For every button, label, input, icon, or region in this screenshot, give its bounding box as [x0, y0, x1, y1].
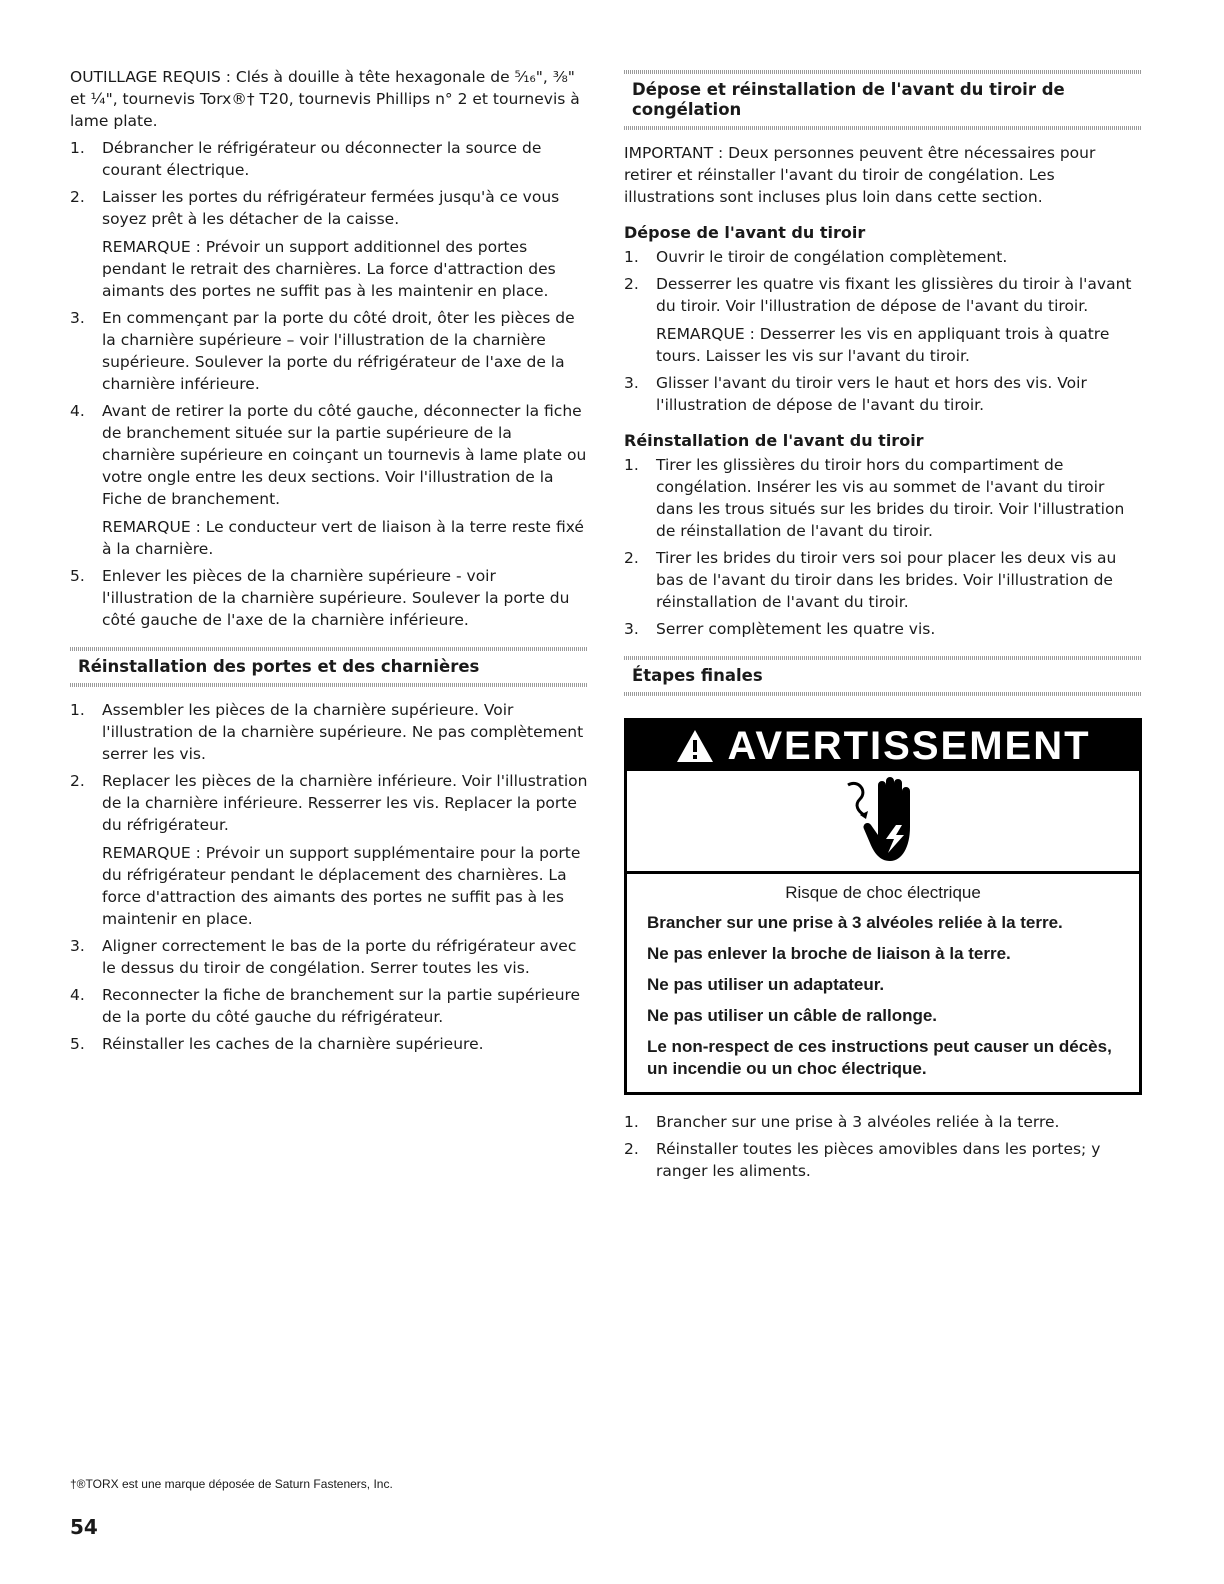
warning-line: Ne pas utiliser un adaptateur.: [647, 975, 885, 994]
tools-required: OUTILLAGE REQUIS : Clés à douille à tête hexagonale de ⁵⁄₁₆", ⅜" et ¼", tournevis Torx®† T20, tournevis Phillips n° 2 et tournevis à lame plate.: [70, 68, 580, 130]
step-note: REMARQUE : Prévoir un support additionnel des portes pendant le retrait des charnières. La force d'attraction des aimants des portes ne suffit pas à les maintenir en place.: [102, 238, 556, 300]
warning-header: [627, 721, 1139, 771]
drawer-removal-steps: [624, 246, 1142, 416]
list-item: [70, 984, 588, 1028]
step-number: 4.: [70, 402, 85, 420]
list-item: [624, 454, 1142, 542]
section-header-drawer-front: [624, 70, 1142, 130]
list-item: [624, 1111, 1142, 1133]
page-number: 54: [70, 1515, 98, 1539]
step-text: Avant de retirer la porte du côté gauche, déconnecter la fiche de branchement située sur la partie supérieure de la charnière supérieure en coinçant un tournevis à lame plate ou votre ongle entre les deux sections. Voir l'illustration de la Fiche de branchement.: [102, 402, 587, 508]
warning-triangle-icon: [675, 728, 715, 764]
step-text: Débrancher le réfrigérateur ou déconnecter la source de courant électrique.: [102, 139, 542, 179]
list-item: [624, 246, 1142, 268]
list-item: [70, 1033, 588, 1055]
list-item: [70, 137, 588, 181]
step-number: 2.: [70, 772, 85, 790]
step-number: 3.: [624, 374, 639, 392]
step-number: 5.: [70, 1035, 85, 1053]
warning-pictogram: [627, 771, 1139, 874]
step-number: 3.: [70, 937, 85, 955]
list-item: [624, 547, 1142, 613]
section-title: Étapes finales: [632, 666, 763, 685]
left-column: [70, 66, 588, 1060]
subsection-title: Dépose de l'avant du tiroir: [624, 223, 866, 242]
warning-risk: Risque de choc électrique: [785, 883, 981, 902]
step-note: REMARQUE : Prévoir un support supplémentaire pour la porte du réfrigérateur pendant le déplacement des charnières. La force d'attraction des aimants des portes ne suffit pas à les maintenir en place.: [102, 844, 581, 928]
step-text: Aligner correctement le bas de la porte du réfrigérateur avec le dessus du tiroir de congélation. Serrer toutes les vis.: [102, 937, 577, 977]
list-item: [624, 618, 1142, 640]
step-text: Assembler les pièces de la charnière supérieure. Voir l'illustration de la charnière supérieure. Ne pas complètement serrer les vis.: [102, 701, 584, 763]
list-item: [70, 935, 588, 979]
list-item: [70, 770, 588, 930]
step-text: Glisser l'avant du tiroir vers le haut et hors des vis. Voir l'illustration de dépose de l'avant du tiroir.: [656, 374, 1087, 414]
footnote: †®TORX est une marque déposée de Saturn Fasteners, Inc.: [70, 1477, 393, 1491]
step-number: 1.: [624, 456, 639, 474]
step-text: Tirer les brides du tiroir vers soi pour placer les deux vis au bas de l'avant du tiroir dans les brides. Voir l'illustration de réinstallation de l'avant du tiroir.: [656, 549, 1117, 611]
list-item: [70, 699, 588, 765]
step-number: 3.: [70, 309, 85, 327]
step-number: 5.: [70, 567, 85, 585]
reinstall-steps: [70, 699, 588, 1055]
right-column: [624, 70, 1142, 1187]
step-text: Laisser les portes du réfrigérateur fermées jusqu'à ce vous soyez prêt à les détacher de la caisse.: [102, 188, 560, 228]
step-text: En commençant par la porte du côté droit, ôter les pièces de la charnière supérieure – voir l'illustration de la charnière supérieure. Soulever la porte du réfrigérateur de l'axe de la charnière inférieure.: [102, 309, 575, 393]
step-number: 1.: [70, 139, 85, 157]
warning-line: Le non-respect de ces instructions peut causer un décès, un incendie ou un choc électrique.: [647, 1037, 1112, 1078]
warning-line: Ne pas enlever la broche de liaison à la terre.: [647, 944, 1011, 963]
list-item: [70, 565, 588, 631]
section-title: Réinstallation des portes et des charnières: [78, 657, 480, 676]
step-text: Replacer les pièces de la charnière inférieure. Voir l'illustration de la charnière inférieure. Resserrer les vis. Replacer la porte du réfrigérateur.: [102, 772, 588, 834]
warning-title: AVERTISSEMENT: [727, 724, 1091, 768]
step-text: Réinstaller les caches de la charnière supérieure.: [102, 1035, 484, 1053]
step-text: Desserrer les quatre vis fixant les glissières du tiroir à l'avant du tiroir. Voir l'illustration de dépose de l'avant du tiroir.: [656, 275, 1132, 315]
step-note: REMARQUE : Le conducteur vert de liaison à la terre reste fixé à la charnière.: [102, 518, 584, 558]
removal-steps: [70, 137, 588, 631]
step-text: Reconnecter la fiche de branchement sur la partie supérieure de la porte du côté gauche du réfrigérateur.: [102, 986, 581, 1026]
step-text: Réinstaller toutes les pièces amovibles dans les portes; y ranger les aliments.: [656, 1140, 1101, 1180]
step-number: 1.: [624, 1113, 639, 1131]
step-number: 2.: [624, 1140, 639, 1158]
electric-shock-hand-icon: [838, 777, 928, 865]
list-item: [624, 1138, 1142, 1182]
list-item: [70, 400, 588, 560]
step-number: 2.: [624, 275, 639, 293]
warning-body: [627, 874, 1139, 1092]
step-number: 2.: [70, 188, 85, 206]
list-item: [70, 186, 588, 302]
drawer-reinstall-steps: [624, 454, 1142, 640]
step-number: 3.: [624, 620, 639, 638]
step-text: Tirer les glissières du tiroir hors du compartiment de congélation. Insérer les vis au sommet de l'avant du tiroir dans les trous situés sur les brides du tiroir. Voir l'illustration de réinstallation de l'avant du tiroir.: [656, 456, 1125, 540]
list-item: [624, 372, 1142, 416]
step-number: 4.: [70, 986, 85, 1004]
step-note: REMARQUE : Desserrer les vis en appliquant trois à quatre tours. Laisser les vis sur l'avant du tiroir.: [656, 325, 1110, 365]
important-note: IMPORTANT : Deux personnes peuvent être nécessaires pour retirer et réinstaller l'avant du tiroir de congélation. Les illustrations sont incluses plus loin dans cette section.: [624, 144, 1096, 206]
section-title: Dépose et réinstallation de l'avant du tiroir de congélation: [632, 80, 1065, 119]
section-header-final-steps: [624, 656, 1142, 696]
section-header-reinstall-doors: [70, 647, 588, 687]
step-text: Ouvrir le tiroir de congélation complètement.: [656, 248, 1008, 266]
step-text: Enlever les pièces de la charnière supérieure - voir l'illustration de la charnière supérieure. Soulever la porte du côté gauche de l'axe de la charnière inférieure.: [102, 567, 570, 629]
list-item: [624, 273, 1142, 367]
step-number: 2.: [624, 549, 639, 567]
final-steps: [624, 1111, 1142, 1182]
step-text: Brancher sur une prise à 3 alvéoles reliée à la terre.: [656, 1113, 1060, 1131]
warning-line: Brancher sur une prise à 3 alvéoles reliée à la terre.: [647, 913, 1063, 932]
subsection-title: Réinstallation de l'avant du tiroir: [624, 431, 924, 450]
step-number: 1.: [624, 248, 639, 266]
warning-line: Ne pas utiliser un câble de rallonge.: [647, 1006, 938, 1025]
warning-box: [624, 718, 1142, 1095]
step-number: 1.: [70, 701, 85, 719]
step-text: Serrer complètement les quatre vis.: [656, 620, 936, 638]
list-item: [70, 307, 588, 395]
